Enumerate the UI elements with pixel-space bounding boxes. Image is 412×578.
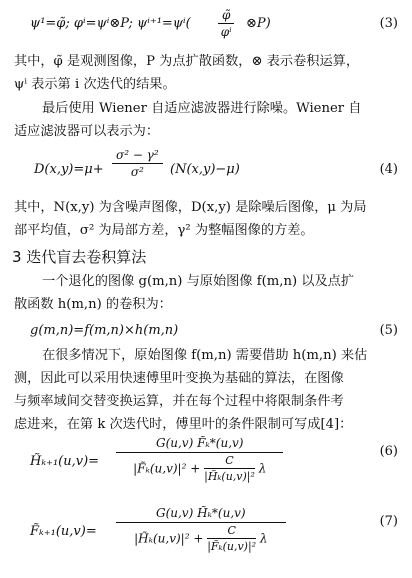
- eq5-number: (5): [379, 323, 398, 338]
- eq6-den-a: |F̃ₖ(u,v)|² +: [133, 461, 201, 476]
- section-heading: 3 迭代盲去卷积算法: [12, 248, 147, 266]
- eq4-frac-bot: σ²: [130, 165, 144, 179]
- eq5-body: g(m,n)=f(m,n)×h(m,n): [30, 323, 179, 338]
- eq4-right: (N(x,y)−μ): [170, 162, 240, 177]
- eq7-number: (7): [379, 514, 398, 529]
- para5-line1: 在很多情况下，原始图像 f(m,n) 需要借助 h(m,n) 来估: [42, 348, 368, 363]
- paragraph-3: [14, 196, 400, 242]
- para2-line2: 适应滤波器可以表示为：: [14, 124, 160, 139]
- eq6-numerator: G(u,v) F̃ₖ*(u,v): [116, 436, 283, 453]
- eq3-frac-bot: φⁱ: [220, 25, 232, 39]
- paragraph-4: [14, 270, 400, 316]
- para3-line1: 其中，N(x,y) 为含噪声图像，D(x,y) 是除噪后图像，μ 为局: [14, 200, 367, 215]
- eq3-fraction: [218, 8, 234, 39]
- paragraph-5: [14, 344, 400, 436]
- eq3-number: (3): [379, 16, 398, 31]
- eq3-left: ψ¹=φ̃; φⁱ=ψⁱ⊗P; ψⁱ⁺¹=ψⁱ(: [30, 16, 191, 31]
- eq4-left: D(x,y)=μ+: [34, 162, 104, 177]
- equation-7: [0, 506, 412, 572]
- eq3-frac-top: φ̃: [218, 8, 234, 24]
- eq7-den-frac-top: C: [207, 524, 256, 539]
- equation-3: [0, 8, 412, 44]
- eq7-den-frac-bot: |F̃ₖ(u,v)|²: [207, 540, 257, 553]
- para5-line2: 测，因此可以采用快速傅里叶变换为基础的算法，在图像: [14, 371, 344, 386]
- eq7-left: F̃ₖ₊₁(u,v)=: [30, 524, 97, 539]
- eq7-fraction: [116, 506, 286, 553]
- eq7-den-a: |H̃ₖ(u,v)|² +: [134, 531, 204, 546]
- equation-5: [0, 321, 412, 343]
- equation-4: [0, 148, 412, 190]
- eq6-den-frac-bot: |H̃ₖ(u,v)|²: [204, 470, 255, 483]
- eq6-left: H̃ₖ₊₁(u,v)=: [30, 454, 100, 469]
- eq7-den-b: λ: [259, 531, 268, 546]
- eq7-numerator: G(u,v) H̃ₖ*(u,v): [116, 506, 286, 523]
- eq4-frac-top: σ² − γ²: [112, 148, 163, 164]
- eq3-right: ⊗P): [246, 16, 271, 31]
- para2-line1: 最后使用 Wiener 自适应滤波器进行除噪。Wiener 自: [42, 101, 362, 116]
- para4-line2: 散函数 h(m,n) 的卷积为：: [14, 297, 172, 312]
- paragraph-2: [14, 97, 400, 143]
- eq4-fraction: [112, 148, 163, 179]
- eq6-number: (6): [379, 444, 398, 459]
- eq6-den-fraction: [204, 454, 255, 483]
- para3-line2: 部平均值，σ² 为局部方差，γ² 为整幅图像的方差。: [14, 223, 314, 238]
- equation-6: [0, 436, 412, 502]
- para4-line1: 一个退化的图像 g(m,n) 与原始图像 f(m,n) 以及点扩: [42, 274, 355, 289]
- para5-line4: 虑进来，在第 k 次迭代时，傅里叶的条件限制可写成[4]：: [14, 417, 353, 432]
- eq6-den-b: λ: [258, 461, 267, 476]
- eq6-fraction: [116, 436, 283, 483]
- eq7-denominator: [116, 523, 286, 553]
- eq6-denominator: [116, 453, 283, 483]
- para1-line1: 其中，φ̃ 是观测图像，P 为点扩散函数，⊗ 表示卷积运算，: [14, 54, 360, 69]
- para1-line2: ψⁱ 表示第 i 次迭代的结果。: [14, 77, 176, 92]
- para5-line3: 与频率域间交替变换运算，并在每个过程中将限制条件考: [14, 394, 344, 409]
- eq4-number: (4): [379, 162, 398, 177]
- eq6-den-frac-top: C: [204, 454, 255, 469]
- paragraph-1: [14, 50, 400, 96]
- eq7-den-fraction: [207, 524, 256, 553]
